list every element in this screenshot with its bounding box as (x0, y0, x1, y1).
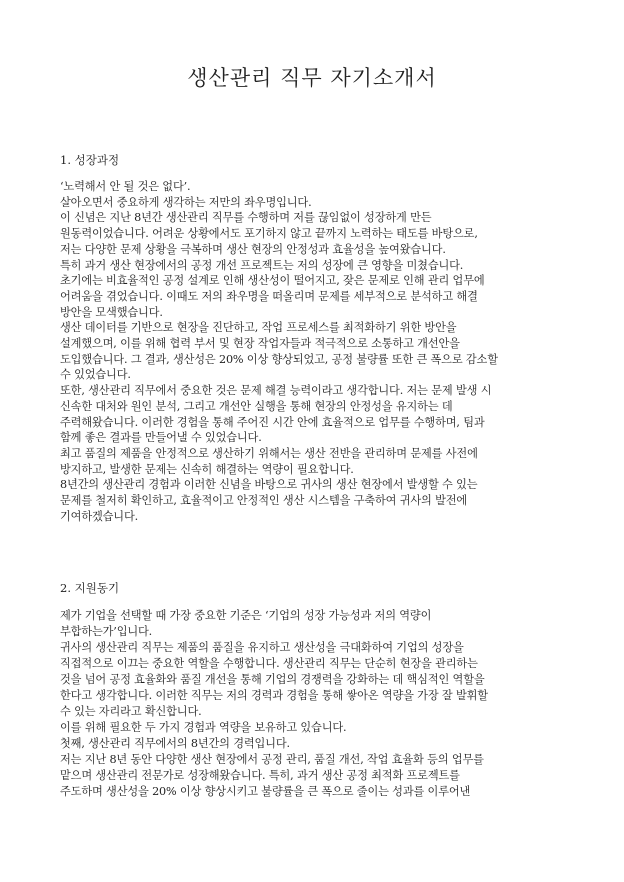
text-line: 제가 기업을 선택할 때 가장 중요한 기준은 ‘기업의 성장 가능성과 저의 역량이 (60, 609, 432, 622)
text-line: 또한, 생산관리 직무에서 중요한 것은 문제 해결 능력이라고 생각합니다. 저는 문제 발생 시 (60, 384, 492, 398)
text-line: 직접적으로 이끄는 중요한 역할을 수행합니다. 생산관리 직무는 단순히 현장을 관리하는 (60, 657, 478, 670)
text-line: 수 있었습니다. (60, 368, 131, 382)
text-line: 살아오면서 중요하게 생각하는 저만의 좌우명입니다. (60, 195, 312, 209)
text-line: 저는 지난 8년 동안 다양한 생산 현장에서 공정 관리, 품질 개선, 작업 효율화 등의 업무를 (60, 753, 484, 766)
text-line: 첫째, 생산관리 직무에서의 8년간의 경력입니다. (60, 737, 290, 750)
text-line: 도입했습니다. 그 결과, 생산성은 20% 이상 향상되었고, 공정 불량률 또한 큰 폭으로 감소할 (60, 352, 498, 366)
text-line: 방지하고, 발생한 문제는 신속히 해결하는 역량이 필요합니다. (60, 462, 354, 476)
text-line: 맡으며 생산관리 전문가로 성장해왔습니다. 특히, 과거 생산 공정 최적화 프로젝트를 (60, 769, 460, 782)
text-line: 기여하겠습니다. (60, 509, 139, 523)
text-line: 방안을 모색했습니다. (60, 305, 163, 319)
text-line: 귀사의 생산관리 직무는 제품의 품질을 유지하고 생산성을 극대화하여 기업의 성장을 (60, 641, 464, 654)
section-heading-motivation: 2. 지원동기 (60, 581, 120, 595)
text-line: 이 신념은 지난 8년간 생산관리 직무를 수행하며 저를 끊임없이 성장하게 만든 (60, 211, 432, 225)
text-line: 8년간의 생산관리 경험과 이러한 신념을 바탕으로 귀사의 생산 현장에서 발생할 수 있는 (60, 478, 478, 492)
document-title: 생산관리 직무 자기소개서 (187, 66, 437, 90)
section-heading-growth: 1. 성장과정 (60, 153, 120, 167)
text-line: 원동력이었습니다. 어려운 상황에서도 포기하지 않고 끝까지 노력하는 태도를 바탕으로, (60, 227, 478, 241)
text-line: 설계했으며, 이를 위해 협력 부서 및 현장 작업자들과 적극적으로 소통하고 개선안을 (60, 337, 460, 350)
text-line: 생산 데이터를 기반으로 현장을 진단하고, 작업 프로세스를 최적화하기 위한 방안을 (60, 321, 457, 335)
text-line: 것을 넘어 공정 효율화와 품질 개선을 통해 기업의 경쟁력을 강화하는 데 핵심적인 역할을 (60, 673, 485, 686)
text-line: 신속한 대처와 원인 분석, 그리고 개선안 실행을 통해 현장의 안정성을 유지하는 데 (60, 399, 453, 413)
text-line: 어려움을 겪었습니다. 이때도 저의 좌우명을 떠올리며 문제를 세부적으로 분석하고 해결 (60, 289, 478, 303)
text-line: 함께 좋은 결과를 만들어낼 수 있었습니다. (60, 431, 262, 445)
text-line: 저는 다양한 문제 상황을 극복하며 생산 현장의 안정성과 효율성을 높여왔습니다. (60, 242, 446, 256)
text-line: 주력해왔습니다. 이러한 경험을 통해 주어진 시간 안에 효율적으로 업무를 수행하며, 팀과 (60, 415, 485, 429)
text-line: 한다고 생각합니다. 이러한 직무는 저의 경력과 경험을 통해 쌓아온 역량을 가장 잘 발휘할 (60, 689, 488, 702)
text-line: 주도하며 생산성을 20% 이상 향상시키고 불량률을 큰 폭으로 줄이는 성과를 이루어낸 (60, 785, 471, 798)
text-line: 문제를 철저히 확인하고, 효율적이고 안정적인 생산 시스템을 구축하여 귀사의 발전에 (60, 494, 468, 507)
text-line: 부합하는가’입니다. (60, 625, 153, 638)
text-line: 최고 품질의 제품을 안정적으로 생산하기 위해서는 생산 전반을 관리하며 문제를 사전에 (60, 446, 478, 460)
text-line: 이를 위해 필요한 두 가지 경험과 역량을 보유하고 있습니다. (60, 721, 347, 734)
text-line: 초기에는 비효율적인 공정 설계로 인해 생산성이 떨어지고, 잦은 문제로 인해 관리 업무에 (60, 274, 485, 288)
text-line: 특히 과거 생산 현장에서의 공정 개선 프로젝트는 저의 성장에 큰 영향을 미쳤습니다. (60, 258, 464, 272)
text-line: ‘노력해서 안 될 것은 없다’. (60, 180, 191, 193)
text-line: 수 있는 자리라고 확신합니다. (60, 705, 202, 718)
